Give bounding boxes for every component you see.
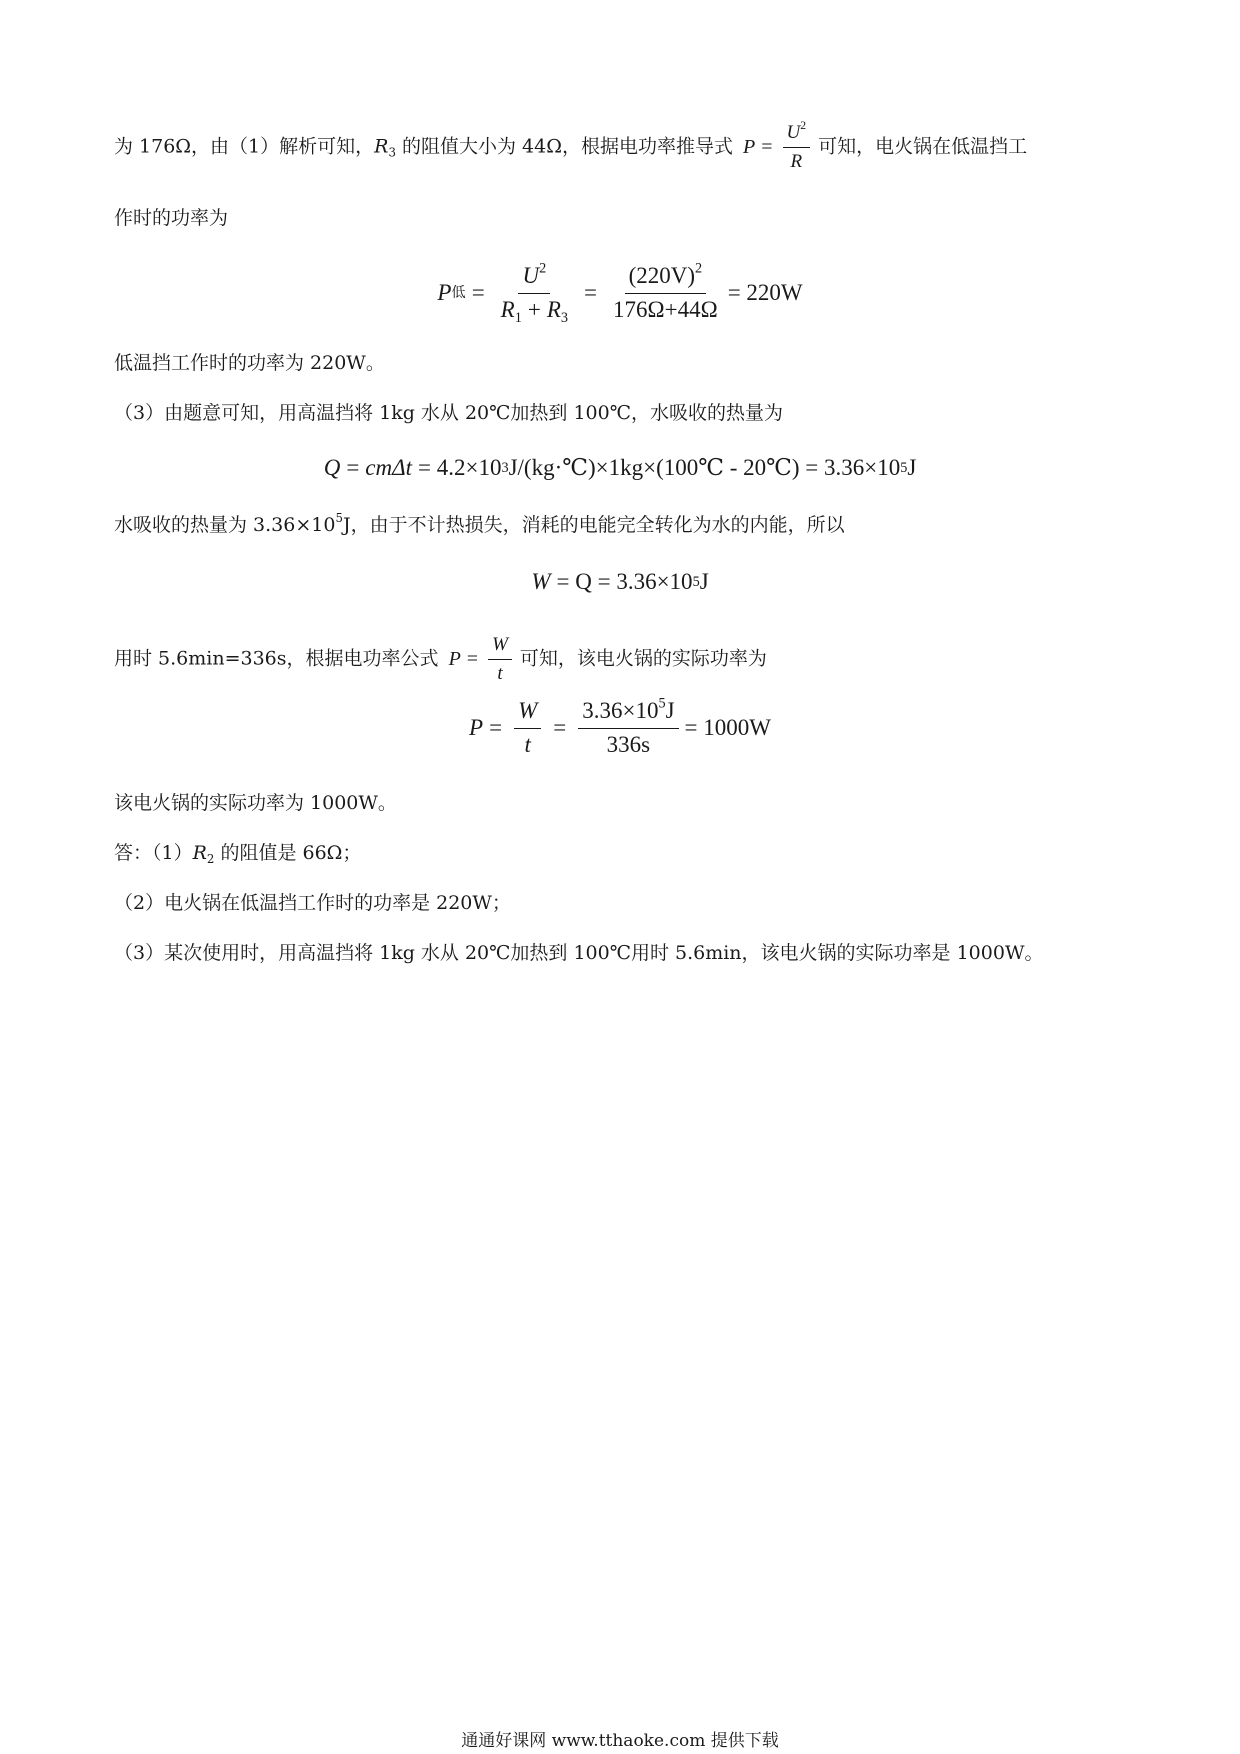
- voltage-symbol: U: [786, 122, 801, 143]
- text: 答：（1）: [114, 842, 193, 864]
- text: 的阻值是 66Ω；: [214, 842, 362, 864]
- value-term: 3.36×10: [582, 698, 659, 724]
- equals-sign: =: [761, 136, 773, 159]
- answer-line-3: （3）某次使用时，用高温挡将 1kg 水从 20℃加热到 100℃用时 5.6min，该电火锅的实际功率是 1000W。: [114, 942, 1044, 964]
- paragraph-line-1: [114, 119, 1150, 173]
- inline-power-formula: [743, 119, 814, 173]
- power-symbol: P: [743, 136, 756, 159]
- equation-low-power: P 低 = $\frac{U^2}{R_1 + R_3}$ = $\frac{(220V)^2}{176\Omega+44\Omega}$ = 220W: [437, 260, 803, 326]
- paragraph-line-7: 该电火锅的实际功率为 1000W。: [114, 792, 397, 814]
- answer-line-2: （2）电火锅在低温挡工作时的功率是 220W；: [114, 892, 511, 914]
- unit: J: [665, 698, 675, 724]
- value-term: = Q = 3.36×10: [556, 569, 693, 594]
- denominator: [787, 148, 807, 173]
- exponent: 2: [695, 260, 703, 277]
- equation-heat: Q = cmΔt = 4.2×10 3 J/(kg·℃)×1kg×(100℃ - 20℃) = 3.36×10 5 J: [323, 455, 917, 480]
- text: 水吸收的热量为 3.36×10: [114, 514, 336, 536]
- resistor-symbol: R: [374, 135, 389, 158]
- plus-sign: +: [527, 296, 541, 322]
- numerator: [514, 698, 541, 728]
- resistance-symbol: R: [790, 150, 803, 172]
- exponent: 5: [335, 511, 343, 526]
- work-symbol: W: [492, 634, 508, 655]
- power-symbol: P: [437, 280, 452, 305]
- page-footer: 通通好课网 www.tthaoke.com 提供下载: [461, 1731, 779, 1751]
- heat-symbol: Q: [323, 455, 341, 480]
- text: 可知，电火锅在低温挡工: [818, 135, 1028, 158]
- paragraph-line-5: [114, 512, 1150, 538]
- equals-sign: =: [489, 715, 503, 740]
- exponent: 2: [800, 119, 807, 133]
- time-symbol: t: [524, 731, 531, 757]
- numerator: [518, 260, 550, 293]
- denominator: [520, 729, 534, 758]
- resistor-symbol: R: [500, 296, 515, 322]
- fraction: [488, 634, 512, 685]
- fraction: [783, 119, 811, 173]
- paragraph-line-6: [114, 634, 1150, 685]
- power-symbol: P: [469, 715, 484, 740]
- fraction-w-over-t: [514, 698, 541, 758]
- work-symbol: W: [531, 569, 551, 594]
- fraction-numeric: [578, 695, 678, 758]
- paragraph-line-2: 作时的功率为: [114, 207, 229, 229]
- unit: J: [907, 455, 917, 480]
- subscript: 2: [206, 852, 215, 867]
- equals-sign: =: [553, 715, 567, 740]
- equation-work: W = Q = 3.36×10 5 J: [531, 569, 709, 594]
- exponent: 2: [539, 260, 547, 277]
- text: 为 176Ω，由（1）解析可知，: [114, 135, 375, 158]
- paragraph-line-4: （3）由题意可知，用高温挡将 1kg 水从 20℃加热到 100℃，水吸收的热量为: [114, 402, 783, 424]
- equals-sign: =: [584, 280, 598, 305]
- fraction-u2-over-r: [497, 260, 572, 326]
- value-term: = 4.2×10: [418, 455, 502, 480]
- denominator: 176Ω+44Ω: [613, 296, 718, 322]
- paragraph-line-3: 低温挡工作时的功率为 220W。: [114, 352, 385, 374]
- time-symbol: t: [497, 662, 503, 684]
- work-symbol: W: [518, 698, 538, 724]
- resistor-symbol: R: [546, 296, 561, 322]
- answer-line-1: [114, 840, 1150, 866]
- voltage-symbol: U: [522, 263, 540, 289]
- denominator: [493, 660, 506, 685]
- numerator: [488, 634, 512, 660]
- numerator: [625, 260, 707, 293]
- power-symbol: P: [448, 648, 461, 671]
- resistor-symbol: R: [192, 842, 207, 864]
- denominator: [497, 294, 572, 326]
- numerator: [578, 695, 678, 728]
- text: J，由于不计热损失，消耗的电能完全转化为水的内能，所以: [342, 514, 845, 536]
- denominator: 336s: [606, 731, 651, 757]
- equals-sign: =: [466, 648, 479, 671]
- result: = 1000W: [684, 715, 771, 740]
- unit: J: [699, 569, 709, 594]
- subscript: 3: [560, 309, 569, 326]
- equals-sign: =: [346, 455, 360, 480]
- text: 的阻值大小为 44Ω，根据电功率推导式: [395, 135, 733, 158]
- voltage-value: (220V): [628, 263, 695, 289]
- inline-power-formula: [449, 634, 516, 685]
- equation-actual-power: [0, 692, 1240, 764]
- fraction-numeric: [609, 260, 722, 323]
- text: 用时 5.6min=336s，根据电功率公式: [114, 647, 439, 670]
- formula-term: cmΔt: [365, 455, 413, 480]
- text: 可知，该电火锅的实际功率为: [519, 647, 767, 670]
- exponent: 5: [658, 695, 666, 712]
- subscript: 3: [388, 145, 396, 160]
- value-term: J/(kg·℃)×1kg×(100℃ - 20℃) = 3.36×10: [508, 455, 901, 480]
- result: = 220W: [727, 280, 803, 305]
- numerator: [783, 119, 811, 148]
- subscript: 1: [514, 309, 522, 326]
- equals-sign: =: [471, 280, 485, 305]
